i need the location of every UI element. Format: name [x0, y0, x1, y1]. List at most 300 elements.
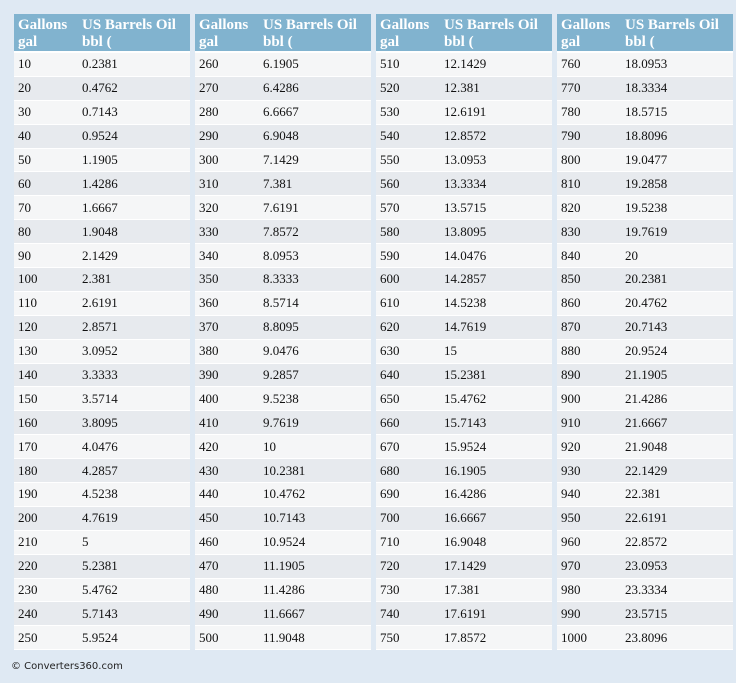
table-row: [14, 125, 190, 149]
gallons-cell: 30: [14, 101, 78, 125]
gallons-cell: 950: [557, 507, 621, 531]
gallons-cell: 560: [376, 172, 440, 196]
gallons-cell: 100: [14, 268, 78, 292]
barrels-cell: 4.0476: [78, 435, 190, 459]
barrels-cell: 13.8095: [440, 220, 552, 244]
gallons-cell: 240: [14, 602, 78, 626]
table-row: [195, 172, 371, 196]
gallons-cell: 160: [14, 411, 78, 435]
table-row: [376, 316, 552, 340]
gallons-cell: 310: [195, 172, 259, 196]
gallons-cell: 780: [557, 101, 621, 125]
barrels-cell: 9.0476: [259, 340, 371, 364]
gallons-cell: 330: [195, 220, 259, 244]
barrels-cell: 16.9048: [440, 531, 552, 555]
gallons-header-label: Gallons: [380, 17, 430, 33]
barrels-cell: 22.381: [621, 483, 733, 507]
gallons-cell: 650: [376, 387, 440, 411]
gallons-header-label: Gallons: [561, 17, 611, 33]
table-row: [14, 53, 190, 77]
table-row: [557, 626, 733, 650]
table-row: [376, 172, 552, 196]
table-row: [195, 101, 371, 125]
gallons-cell: 800: [557, 149, 621, 173]
gallons-cell: 140: [14, 364, 78, 388]
gallons-cell: 360: [195, 292, 259, 316]
table-row: [376, 244, 552, 268]
barrels-header-unit: bbl (: [625, 34, 655, 50]
gallons-cell: 670: [376, 435, 440, 459]
table-row: [376, 101, 552, 125]
table-row: [376, 149, 552, 173]
barrels-cell: 14.7619: [440, 316, 552, 340]
barrels-cell: 22.1429: [621, 459, 733, 483]
barrels-cell: 23.3334: [621, 579, 733, 603]
table-row: [195, 364, 371, 388]
gallons-cell: 10: [14, 53, 78, 77]
gallons-cell: 870: [557, 316, 621, 340]
table-row: [376, 77, 552, 101]
barrels-cell: 19.5238: [621, 196, 733, 220]
barrels-column-header: [259, 14, 371, 53]
table-row: [195, 292, 371, 316]
table-row: [14, 531, 190, 555]
barrels-cell: 10.9524: [259, 531, 371, 555]
gallons-cell: 390: [195, 364, 259, 388]
conversion-tables: [0, 14, 736, 654]
table-row: [195, 125, 371, 149]
barrels-cell: 10.7143: [259, 507, 371, 531]
gallons-cell: 130: [14, 340, 78, 364]
table-row: [14, 507, 190, 531]
barrels-cell: 5.2381: [78, 555, 190, 579]
table-row: [195, 53, 371, 77]
barrels-cell: 12.1429: [440, 53, 552, 77]
barrels-cell: 17.6191: [440, 602, 552, 626]
table-row: [376, 579, 552, 603]
gallons-cell: 280: [195, 101, 259, 125]
barrels-cell: 3.8095: [78, 411, 190, 435]
table-row: [195, 483, 371, 507]
barrels-cell: 14.5238: [440, 292, 552, 316]
barrels-cell: 12.381: [440, 77, 552, 101]
table-row: [14, 483, 190, 507]
gallons-cell: 370: [195, 316, 259, 340]
gallons-cell: 740: [376, 602, 440, 626]
gallons-cell: 710: [376, 531, 440, 555]
table-row: [14, 602, 190, 626]
gallons-cell: 500: [195, 626, 259, 650]
barrels-header-label: US Barrels Oil: [263, 17, 357, 33]
table-row: [376, 555, 552, 579]
barrels-cell: 22.6191: [621, 507, 733, 531]
gallons-header-unit: gal: [380, 34, 400, 50]
table-header-row: [195, 14, 371, 53]
barrels-cell: 15.7143: [440, 411, 552, 435]
barrels-cell: 11.4286: [259, 579, 371, 603]
table-row: [557, 555, 733, 579]
table-row: [557, 483, 733, 507]
barrels-cell: 4.2857: [78, 459, 190, 483]
gallons-cell: 70: [14, 196, 78, 220]
table-row: [195, 435, 371, 459]
barrels-cell: 18.5715: [621, 101, 733, 125]
gallons-cell: 720: [376, 555, 440, 579]
conversion-table-2: [195, 14, 371, 650]
table-row: [376, 125, 552, 149]
barrels-cell: 11.6667: [259, 602, 371, 626]
gallons-cell: 760: [557, 53, 621, 77]
gallons-cell: 250: [14, 626, 78, 650]
barrels-cell: 18.3334: [621, 77, 733, 101]
gallons-cell: 200: [14, 507, 78, 531]
gallons-cell: 60: [14, 172, 78, 196]
barrels-cell: 10.4762: [259, 483, 371, 507]
gallons-cell: 620: [376, 316, 440, 340]
copyright-footer: © Converters360.com: [11, 661, 123, 672]
table-row: [557, 602, 733, 626]
barrels-cell: 20: [621, 244, 733, 268]
table-row: [14, 172, 190, 196]
table-row: [557, 507, 733, 531]
gallons-cell: 890: [557, 364, 621, 388]
barrels-cell: 20.7143: [621, 316, 733, 340]
table-row: [557, 125, 733, 149]
barrels-cell: 0.2381: [78, 53, 190, 77]
gallons-cell: 700: [376, 507, 440, 531]
table-row: [557, 316, 733, 340]
barrels-cell: 2.381: [78, 268, 190, 292]
gallons-cell: 170: [14, 435, 78, 459]
gallons-cell: 270: [195, 77, 259, 101]
gallons-cell: 980: [557, 579, 621, 603]
gallons-column-header: [376, 14, 440, 53]
table-row: [376, 626, 552, 650]
table-header-row: [376, 14, 552, 53]
table-row: [557, 53, 733, 77]
table-row: [14, 268, 190, 292]
gallons-cell: 440: [195, 483, 259, 507]
gallons-cell: 580: [376, 220, 440, 244]
barrels-cell: 15: [440, 340, 552, 364]
barrels-cell: 0.4762: [78, 77, 190, 101]
gallons-cell: 80: [14, 220, 78, 244]
gallons-cell: 520: [376, 77, 440, 101]
barrels-cell: 1.1905: [78, 149, 190, 173]
table-row: [14, 149, 190, 173]
barrels-cell: 21.1905: [621, 364, 733, 388]
barrels-cell: 7.381: [259, 172, 371, 196]
gallons-cell: 230: [14, 579, 78, 603]
gallons-cell: 940: [557, 483, 621, 507]
table-row: [14, 411, 190, 435]
barrels-cell: 6.6667: [259, 101, 371, 125]
gallons-cell: 460: [195, 531, 259, 555]
barrels-cell: 3.0952: [78, 340, 190, 364]
table-row: [195, 531, 371, 555]
gallons-cell: 830: [557, 220, 621, 244]
barrels-cell: 16.6667: [440, 507, 552, 531]
gallons-cell: 470: [195, 555, 259, 579]
table-row: [195, 555, 371, 579]
barrels-cell: 3.3333: [78, 364, 190, 388]
table-row: [557, 387, 733, 411]
barrels-cell: 13.5715: [440, 196, 552, 220]
barrels-cell: 4.7619: [78, 507, 190, 531]
barrels-cell: 7.8572: [259, 220, 371, 244]
gallons-cell: 630: [376, 340, 440, 364]
gallons-cell: 120: [14, 316, 78, 340]
table-row: [376, 196, 552, 220]
barrels-cell: 13.0953: [440, 149, 552, 173]
barrels-cell: 13.3334: [440, 172, 552, 196]
barrels-cell: 14.0476: [440, 244, 552, 268]
table-header-row: [14, 14, 190, 53]
barrels-cell: 19.2858: [621, 172, 733, 196]
table-row: [14, 244, 190, 268]
barrels-cell: 20.2381: [621, 268, 733, 292]
table-row: [14, 364, 190, 388]
gallons-cell: 510: [376, 53, 440, 77]
barrels-cell: 8.8095: [259, 316, 371, 340]
barrels-cell: 2.1429: [78, 244, 190, 268]
barrels-cell: 8.0953: [259, 244, 371, 268]
gallons-cell: 930: [557, 459, 621, 483]
gallons-cell: 990: [557, 602, 621, 626]
gallons-cell: 210: [14, 531, 78, 555]
table-row: [14, 220, 190, 244]
table-row: [557, 149, 733, 173]
barrels-cell: 12.6191: [440, 101, 552, 125]
gallons-cell: 910: [557, 411, 621, 435]
conversion-table-4: [557, 14, 733, 650]
barrels-header-unit: bbl (: [82, 34, 112, 50]
gallons-cell: 820: [557, 196, 621, 220]
table-row: [195, 340, 371, 364]
barrels-cell: 6.4286: [259, 77, 371, 101]
table-row: [376, 483, 552, 507]
barrels-cell: 1.9048: [78, 220, 190, 244]
gallons-column-header: [195, 14, 259, 53]
barrels-cell: 22.8572: [621, 531, 733, 555]
table-row: [557, 101, 733, 125]
gallons-cell: 40: [14, 125, 78, 149]
barrels-cell: 17.1429: [440, 555, 552, 579]
table-row: [14, 340, 190, 364]
table-row: [14, 292, 190, 316]
gallons-cell: 480: [195, 579, 259, 603]
barrels-column-header: [78, 14, 190, 53]
gallons-cell: 960: [557, 531, 621, 555]
barrels-header-label: US Barrels Oil: [82, 17, 176, 33]
table-row: [557, 292, 733, 316]
table-row: [376, 602, 552, 626]
gallons-cell: 220: [14, 555, 78, 579]
barrels-cell: 11.9048: [259, 626, 371, 650]
table-row: [195, 196, 371, 220]
barrels-cell: 14.2857: [440, 268, 552, 292]
gallons-cell: 90: [14, 244, 78, 268]
barrels-column-header: [440, 14, 552, 53]
gallons-column-header: [14, 14, 78, 53]
gallons-cell: 300: [195, 149, 259, 173]
table-row: [195, 411, 371, 435]
barrels-header-unit: bbl (: [444, 34, 474, 50]
gallons-cell: 590: [376, 244, 440, 268]
table-row: [557, 172, 733, 196]
barrels-cell: 15.9524: [440, 435, 552, 459]
barrels-cell: 1.4286: [78, 172, 190, 196]
table-header-row: [557, 14, 733, 53]
gallons-cell: 550: [376, 149, 440, 173]
gallons-cell: 190: [14, 483, 78, 507]
barrels-cell: 15.4762: [440, 387, 552, 411]
gallons-cell: 840: [557, 244, 621, 268]
table-row: [195, 220, 371, 244]
barrels-cell: 11.1905: [259, 555, 371, 579]
gallons-cell: 570: [376, 196, 440, 220]
conversion-table-3: [376, 14, 552, 650]
gallons-cell: 530: [376, 101, 440, 125]
barrels-cell: 20.9524: [621, 340, 733, 364]
barrels-column-header: [621, 14, 733, 53]
gallons-cell: 180: [14, 459, 78, 483]
table-row: [557, 459, 733, 483]
table-row: [376, 340, 552, 364]
gallons-column-header: [557, 14, 621, 53]
table-row: [14, 316, 190, 340]
barrels-cell: 2.6191: [78, 292, 190, 316]
gallons-cell: 340: [195, 244, 259, 268]
gallons-cell: 490: [195, 602, 259, 626]
gallons-cell: 810: [557, 172, 621, 196]
barrels-cell: 17.8572: [440, 626, 552, 650]
barrels-cell: 5.7143: [78, 602, 190, 626]
barrels-cell: 2.8571: [78, 316, 190, 340]
table-row: [557, 196, 733, 220]
gallons-cell: 970: [557, 555, 621, 579]
barrels-cell: 5.9524: [78, 626, 190, 650]
table-row: [376, 53, 552, 77]
gallons-cell: 920: [557, 435, 621, 459]
table-row: [557, 435, 733, 459]
barrels-cell: 7.6191: [259, 196, 371, 220]
barrels-cell: 8.3333: [259, 268, 371, 292]
gallons-cell: 320: [195, 196, 259, 220]
barrels-cell: 7.1429: [259, 149, 371, 173]
barrels-cell: 10: [259, 435, 371, 459]
table-row: [195, 244, 371, 268]
barrels-header-unit: bbl (: [263, 34, 293, 50]
table-row: [376, 459, 552, 483]
barrels-cell: 0.9524: [78, 125, 190, 149]
barrels-cell: 10.2381: [259, 459, 371, 483]
gallons-cell: 110: [14, 292, 78, 316]
table-row: [14, 626, 190, 650]
table-row: [557, 340, 733, 364]
table-row: [557, 364, 733, 388]
barrels-cell: 9.5238: [259, 387, 371, 411]
barrels-cell: 9.7619: [259, 411, 371, 435]
barrels-cell: 8.5714: [259, 292, 371, 316]
barrels-cell: 5.4762: [78, 579, 190, 603]
gallons-cell: 690: [376, 483, 440, 507]
barrels-cell: 18.0953: [621, 53, 733, 77]
gallons-cell: 790: [557, 125, 621, 149]
gallons-cell: 410: [195, 411, 259, 435]
gallons-cell: 540: [376, 125, 440, 149]
table-row: [14, 101, 190, 125]
gallons-cell: 730: [376, 579, 440, 603]
barrels-cell: 9.2857: [259, 364, 371, 388]
table-row: [14, 435, 190, 459]
table-row: [557, 579, 733, 603]
gallons-cell: 380: [195, 340, 259, 364]
barrels-cell: 6.1905: [259, 53, 371, 77]
conversion-table-1: [14, 14, 190, 650]
gallons-cell: 610: [376, 292, 440, 316]
barrels-cell: 16.4286: [440, 483, 552, 507]
barrels-cell: 4.5238: [78, 483, 190, 507]
table-row: [195, 149, 371, 173]
gallons-cell: 150: [14, 387, 78, 411]
table-row: [195, 507, 371, 531]
gallons-header-label: Gallons: [199, 17, 249, 33]
table-row: [376, 387, 552, 411]
table-row: [14, 77, 190, 101]
gallons-header-unit: gal: [199, 34, 219, 50]
barrels-cell: 0.7143: [78, 101, 190, 125]
gallons-cell: 260: [195, 53, 259, 77]
gallons-cell: 20: [14, 77, 78, 101]
gallons-header-label: Gallons: [18, 17, 68, 33]
table-row: [195, 268, 371, 292]
table-row: [557, 411, 733, 435]
gallons-header-unit: gal: [18, 34, 38, 50]
table-row: [195, 387, 371, 411]
table-row: [195, 602, 371, 626]
table-row: [195, 459, 371, 483]
barrels-cell: 6.9048: [259, 125, 371, 149]
table-row: [376, 268, 552, 292]
gallons-cell: 660: [376, 411, 440, 435]
barrels-cell: 19.0477: [621, 149, 733, 173]
table-row: [557, 531, 733, 555]
gallons-cell: 850: [557, 268, 621, 292]
table-row: [195, 626, 371, 650]
gallons-cell: 900: [557, 387, 621, 411]
barrels-cell: 20.4762: [621, 292, 733, 316]
table-row: [376, 292, 552, 316]
barrels-cell: 16.1905: [440, 459, 552, 483]
gallons-cell: 400: [195, 387, 259, 411]
gallons-cell: 880: [557, 340, 621, 364]
table-row: [376, 531, 552, 555]
barrels-cell: 19.7619: [621, 220, 733, 244]
gallons-cell: 680: [376, 459, 440, 483]
table-row: [195, 316, 371, 340]
table-row: [557, 244, 733, 268]
gallons-cell: 430: [195, 459, 259, 483]
gallons-cell: 1000: [557, 626, 621, 650]
table-row: [557, 220, 733, 244]
gallons-cell: 600: [376, 268, 440, 292]
barrels-cell: 1.6667: [78, 196, 190, 220]
gallons-cell: 50: [14, 149, 78, 173]
barrels-cell: 3.5714: [78, 387, 190, 411]
table-row: [376, 411, 552, 435]
barrels-cell: 21.6667: [621, 411, 733, 435]
